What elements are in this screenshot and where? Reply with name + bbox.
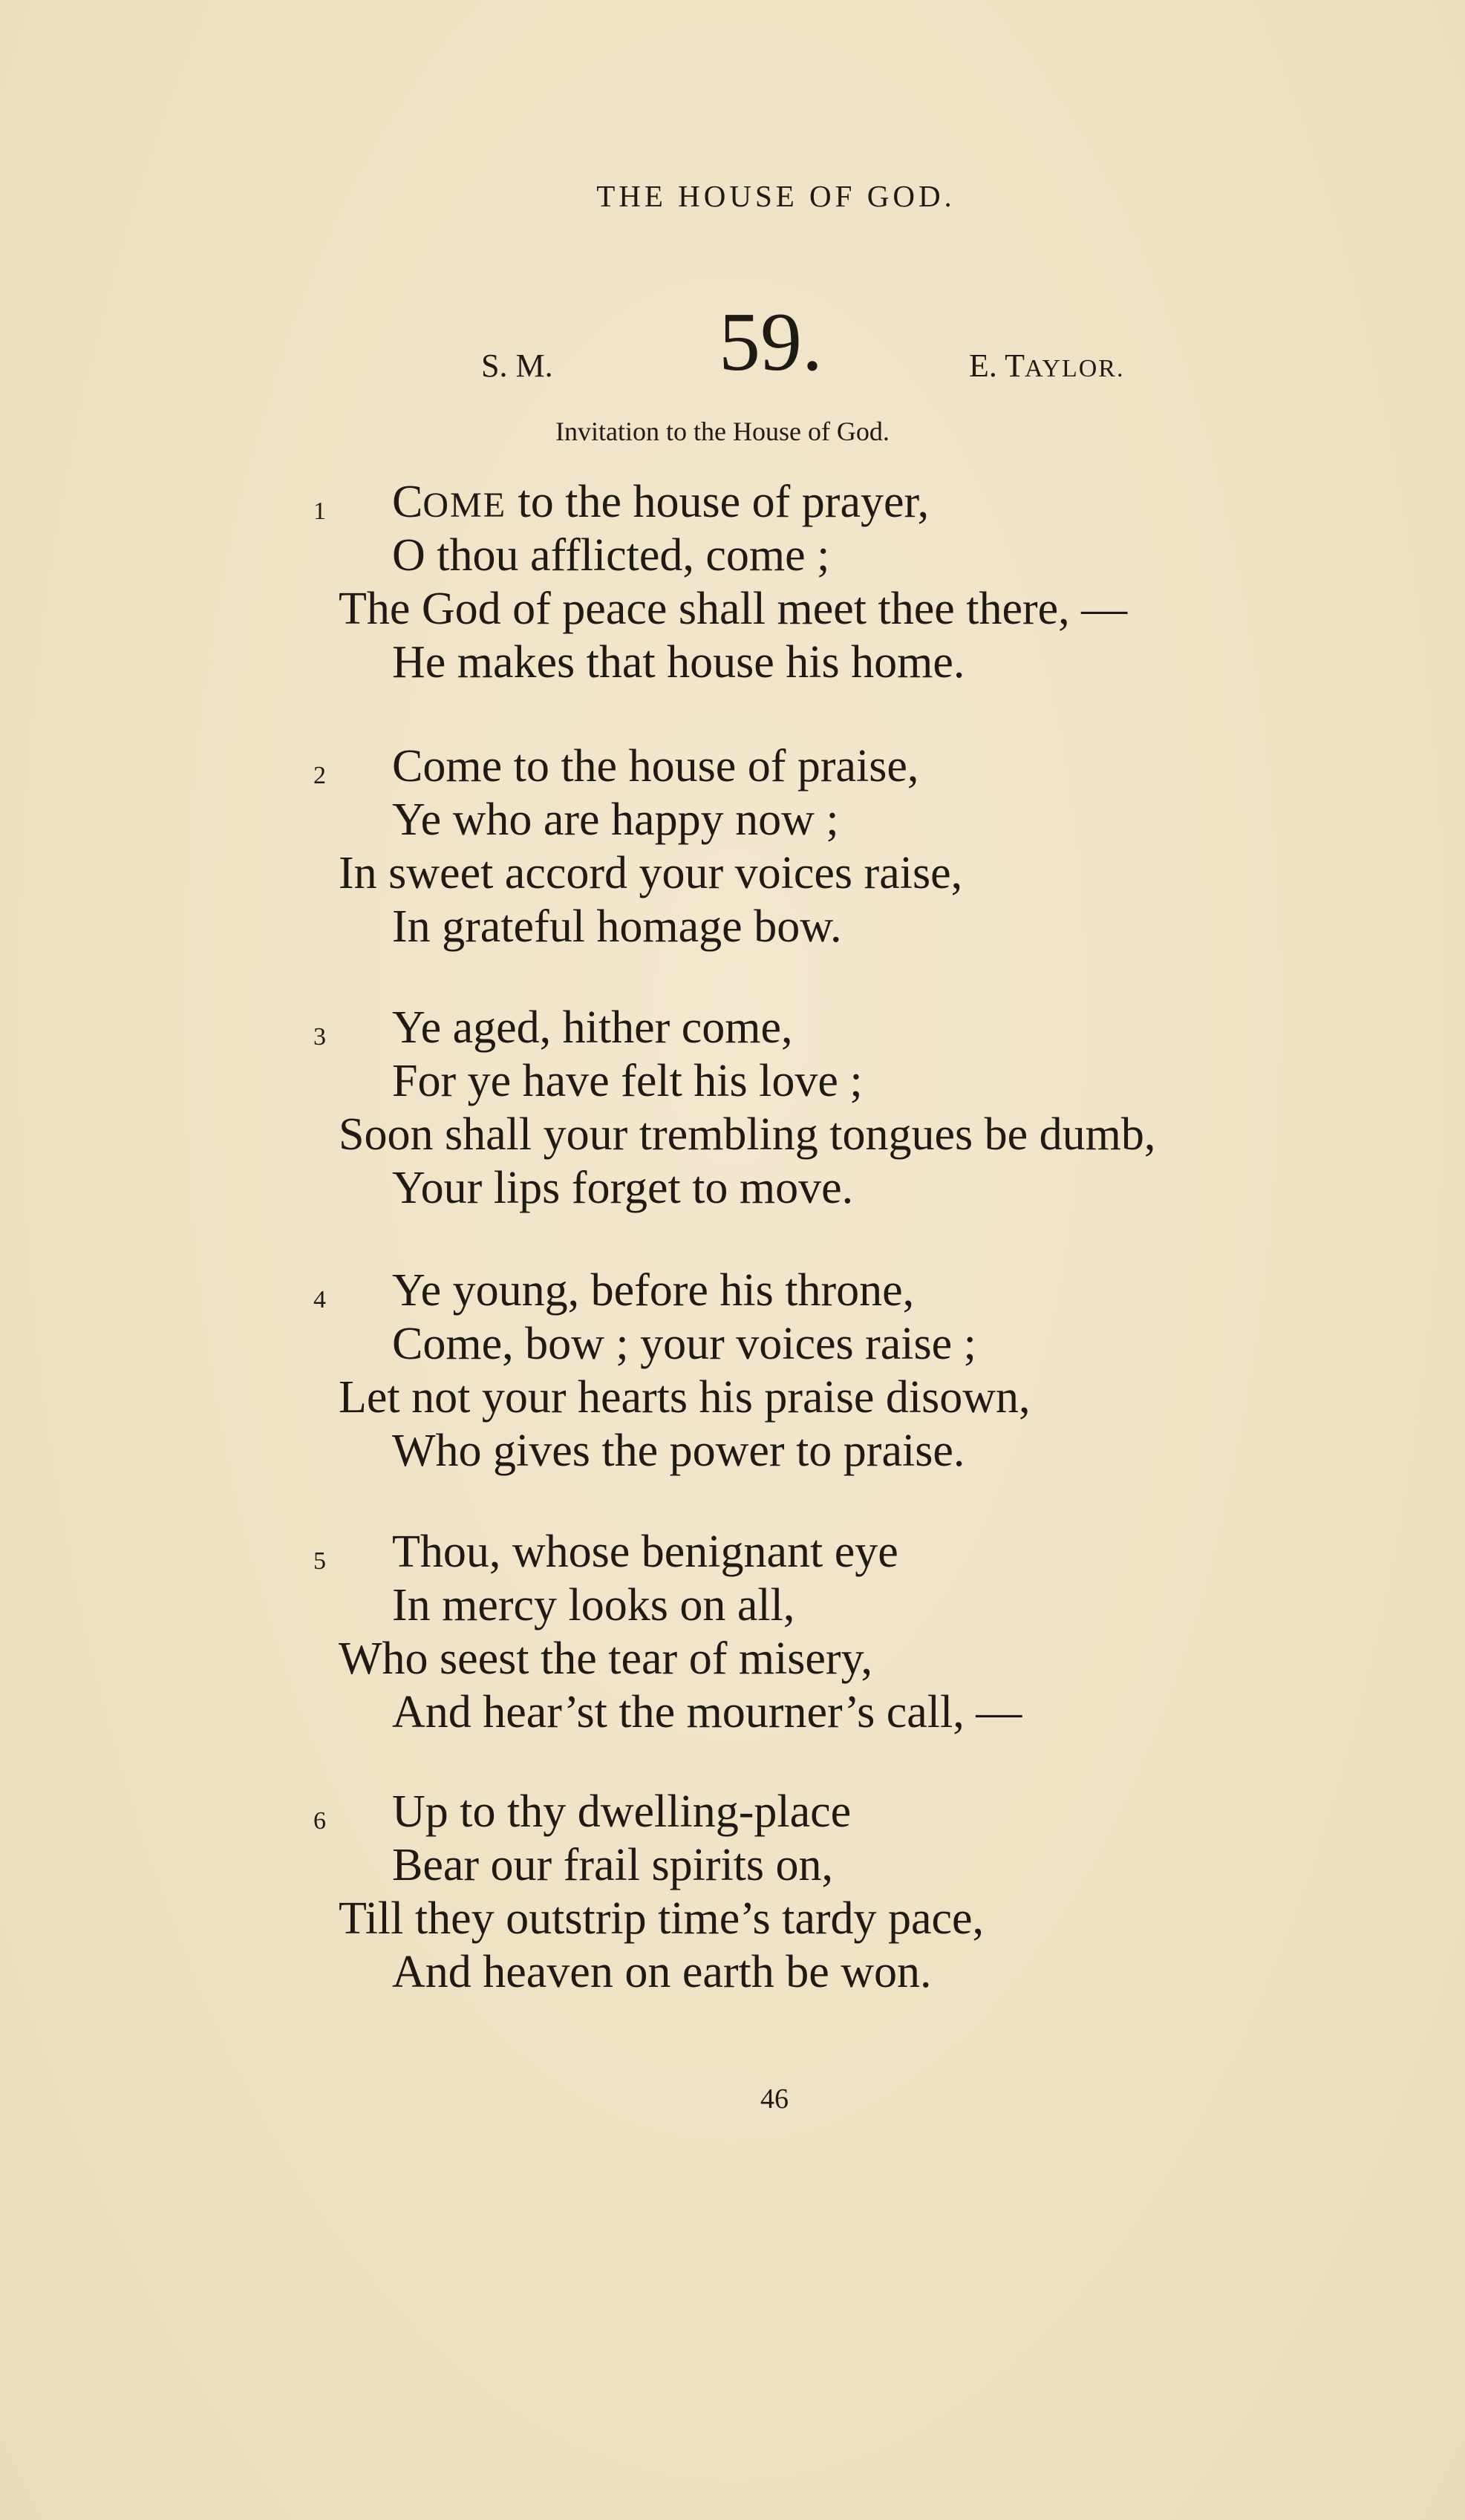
- verse-line: Come to the house of praise,: [392, 741, 919, 791]
- verse-line: The God of peace shall meet thee there, —: [339, 584, 1128, 634]
- verse-line: O thou afflicted, come ;: [392, 530, 830, 581]
- verse-line: Your lips forget to move.: [392, 1163, 854, 1213]
- verse-line: Till they outstrip time’s tardy pace,: [339, 1893, 985, 1944]
- author-initial: E. T: [969, 347, 1025, 384]
- running-head: THE HOUSE OF GOD.: [596, 179, 956, 213]
- verse-number: 4: [313, 1286, 326, 1313]
- verse-line: Bear our frail spirits on,: [392, 1840, 834, 1890]
- hymn-header: [0, 296, 1465, 397]
- verse-line: Let not your hearts his praise disown,: [339, 1372, 1031, 1423]
- hymn-author: [969, 347, 1124, 385]
- verse-line: Soon shall your trembling tongues be dumb,: [339, 1109, 1156, 1160]
- verse-number: 2: [313, 762, 326, 789]
- verse-line: Up to thy dwelling-place: [392, 1786, 852, 1837]
- verse-line: For ye have felt his love ;: [392, 1056, 863, 1106]
- verse-number: 3: [313, 1023, 326, 1051]
- verse-line: Ye who are happy now ;: [392, 794, 839, 845]
- author-surname-rest: AYLOR.: [1024, 355, 1125, 382]
- verse-line: In grateful homage bow.: [392, 901, 842, 952]
- first-letter: C: [392, 477, 423, 527]
- verse-line: Who seest the tear of misery,: [339, 1633, 873, 1684]
- hymn-subtitle: Invitation to the House of God.: [555, 417, 890, 446]
- verse-line: And hear’st the mourner’s call, —: [392, 1687, 1022, 1737]
- page-number: 46: [760, 2083, 789, 2115]
- verse-line: Thou, whose benignant eye: [392, 1527, 898, 1577]
- verse-line: In mercy looks on all,: [392, 1580, 795, 1631]
- hymn-meter: S. M.: [481, 347, 553, 384]
- verse-line: [392, 475, 929, 532]
- hymn-number: 59.: [719, 296, 823, 388]
- verse-line: Ye aged, hither come,: [392, 1002, 793, 1053]
- verse-number: 5: [313, 1547, 326, 1575]
- verse-line: In sweet accord your voices raise,: [339, 848, 963, 898]
- line-rest: to the house of prayer,: [506, 477, 930, 527]
- verse-number: 6: [313, 1807, 326, 1835]
- verse-line: He makes that house his home.: [392, 637, 965, 688]
- verse-line: Ye young, before his throne,: [392, 1265, 915, 1316]
- verse-line: Who gives the power to praise.: [392, 1426, 965, 1476]
- verse-line: Come, bow ; your voices raise ;: [392, 1319, 976, 1369]
- verse-line: And heaven on earth be won.: [392, 1947, 932, 1997]
- verse-number: 1: [313, 497, 326, 525]
- first-word-smallcaps: OME: [422, 486, 507, 525]
